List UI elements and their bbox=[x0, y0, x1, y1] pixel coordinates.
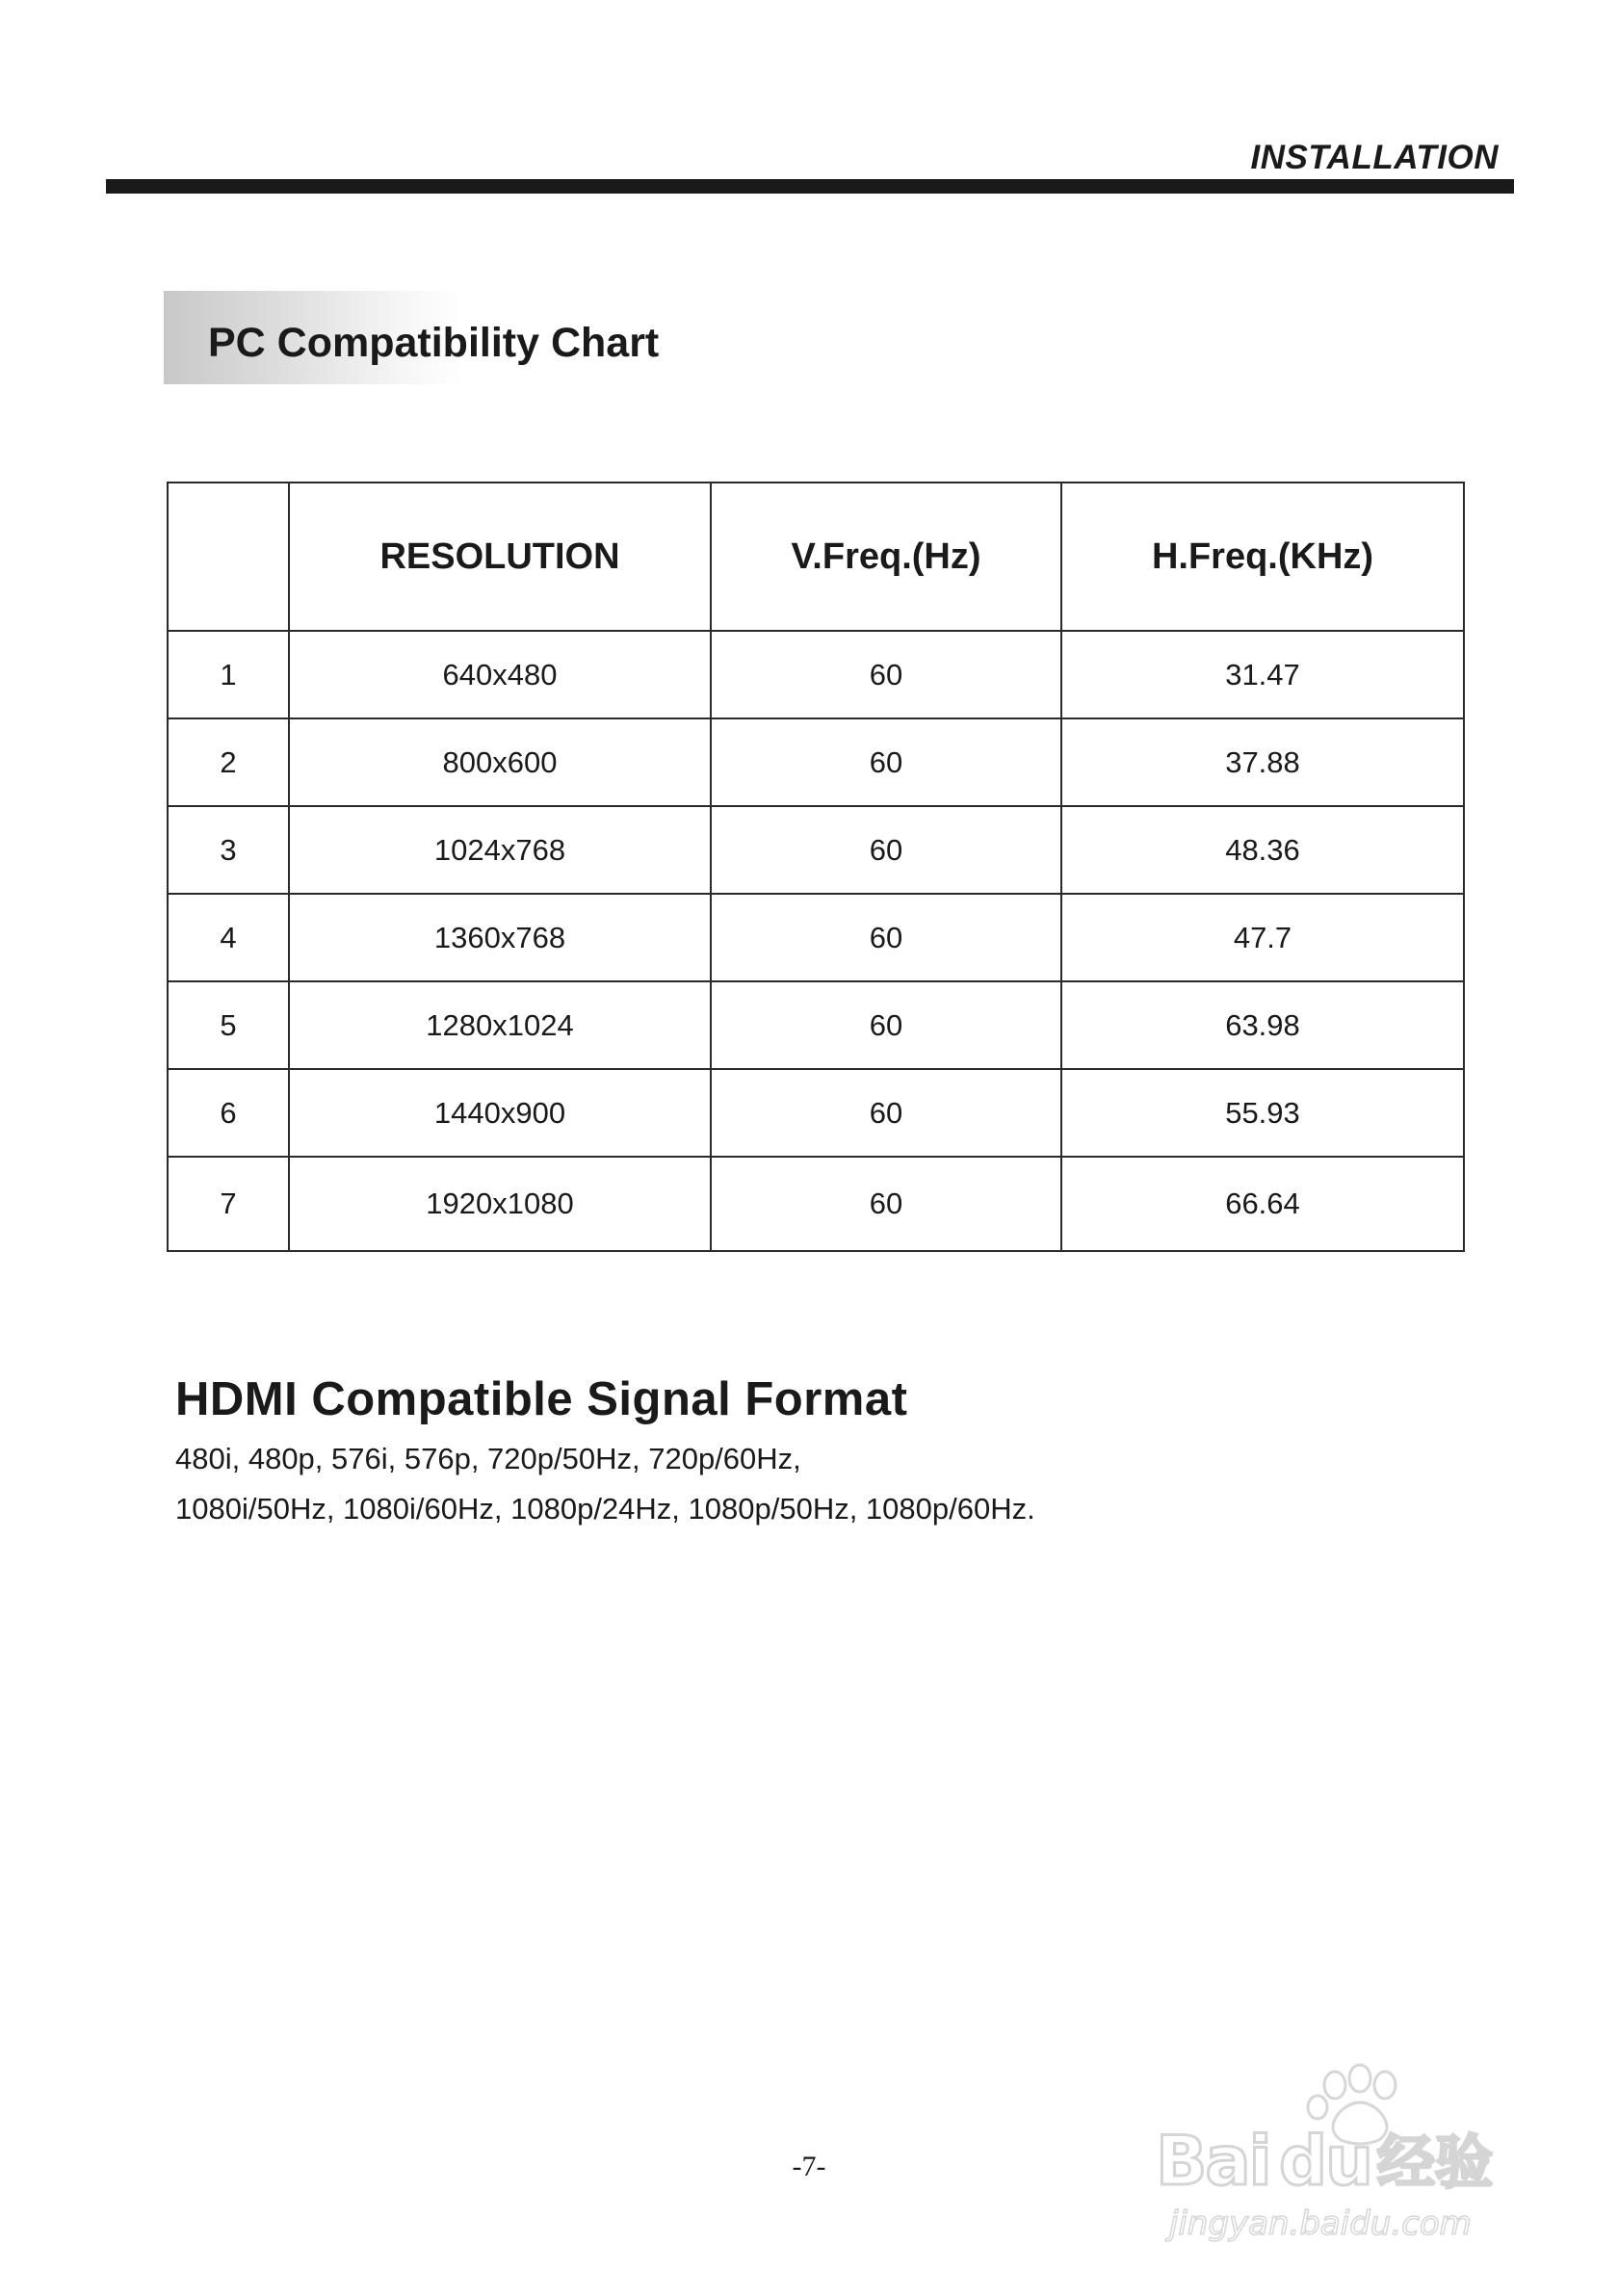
svg-text:du: du bbox=[1279, 2122, 1371, 2201]
column-header-resolution: RESOLUTION bbox=[289, 483, 711, 631]
pc-compatibility-table bbox=[167, 482, 1465, 1252]
row-hfreq: 47.7 bbox=[1061, 894, 1464, 981]
row-resolution: 1360x768 bbox=[289, 894, 711, 981]
row-resolution: 1440x900 bbox=[289, 1069, 711, 1157]
header-title: INSTALLATION bbox=[1250, 139, 1499, 176]
row-vfreq: 60 bbox=[711, 631, 1061, 718]
baidu-watermark-logo bbox=[1152, 2061, 1537, 2254]
row-index: 5 bbox=[168, 981, 289, 1069]
row-resolution: 640x480 bbox=[289, 631, 711, 718]
row-vfreq: 60 bbox=[711, 718, 1061, 806]
row-hfreq: 66.64 bbox=[1061, 1157, 1464, 1251]
row-index: 3 bbox=[168, 806, 289, 894]
table-row bbox=[168, 718, 1464, 806]
table-row bbox=[168, 631, 1464, 718]
svg-text:jingyan.baidu.com: jingyan.baidu.com bbox=[1169, 2205, 1472, 2243]
row-index: 2 bbox=[168, 718, 289, 806]
row-hfreq: 48.36 bbox=[1061, 806, 1464, 894]
hdmi-section-title: HDMI Compatible Signal Format bbox=[175, 1373, 908, 1425]
row-hfreq: 37.88 bbox=[1061, 718, 1464, 806]
table-header-row bbox=[168, 483, 1464, 631]
column-header-vfreq: V.Freq.(Hz) bbox=[711, 483, 1061, 631]
row-resolution: 1024x768 bbox=[289, 806, 711, 894]
row-resolution: 1280x1024 bbox=[289, 981, 711, 1069]
row-vfreq: 60 bbox=[711, 894, 1061, 981]
row-index: 7 bbox=[168, 1157, 289, 1251]
row-vfreq: 60 bbox=[711, 1069, 1061, 1157]
row-index: 6 bbox=[168, 1069, 289, 1157]
row-resolution: 1920x1080 bbox=[289, 1157, 711, 1251]
row-vfreq: 60 bbox=[711, 806, 1061, 894]
row-hfreq: 55.93 bbox=[1061, 1069, 1464, 1157]
table-row bbox=[168, 806, 1464, 894]
hdmi-format-list-line-2: 1080i/50Hz, 1080i/60Hz, 1080p/24Hz, 1080p/50Hz, 1080p/60Hz. bbox=[175, 1492, 1035, 1526]
svg-text:经验: 经验 bbox=[1377, 2129, 1493, 2197]
section-title: PC Compatibility Chart bbox=[208, 320, 660, 366]
row-resolution: 800x600 bbox=[289, 718, 711, 806]
table-row bbox=[168, 894, 1464, 981]
table-row bbox=[168, 1069, 1464, 1157]
svg-text:Bai: Bai bbox=[1156, 2122, 1270, 2201]
row-vfreq: 60 bbox=[711, 981, 1061, 1069]
hdmi-format-list-line-1: 480i, 480p, 576i, 576p, 720p/50Hz, 720p/60Hz, bbox=[175, 1442, 801, 1475]
column-header-index bbox=[168, 483, 289, 631]
row-index: 4 bbox=[168, 894, 289, 981]
table-row bbox=[168, 981, 1464, 1069]
row-index: 1 bbox=[168, 631, 289, 718]
row-vfreq: 60 bbox=[711, 1157, 1061, 1251]
row-hfreq: 31.47 bbox=[1061, 631, 1464, 718]
page-number: -7- bbox=[792, 2151, 826, 2182]
row-hfreq: 63.98 bbox=[1061, 981, 1464, 1069]
column-header-hfreq: H.Freq.(KHz) bbox=[1061, 483, 1464, 631]
header-rule bbox=[106, 179, 1514, 194]
table-row bbox=[168, 1157, 1464, 1251]
